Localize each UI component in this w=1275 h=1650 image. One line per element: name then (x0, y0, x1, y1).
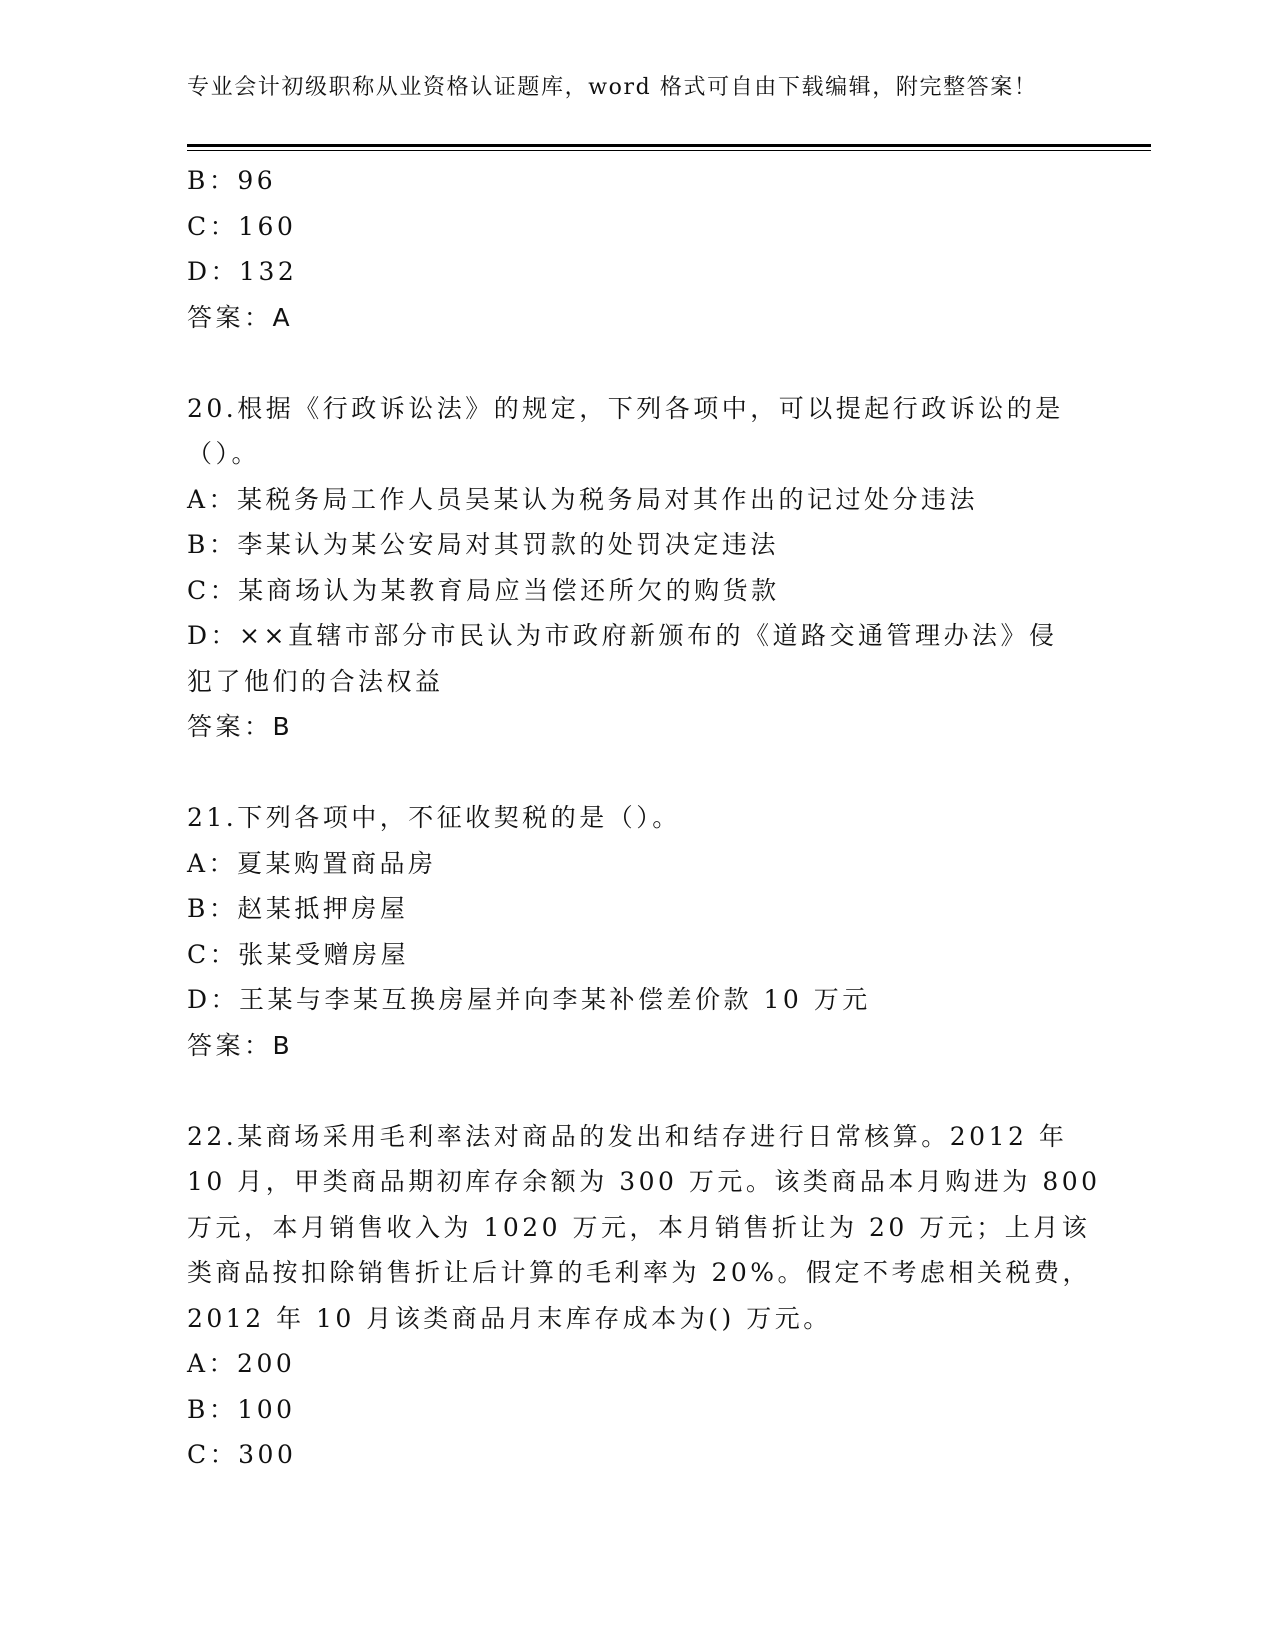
option-d: D：132 (187, 257, 298, 286)
question-stem-cont: （）。 (187, 439, 261, 468)
option-d: D：王某与李某互换房屋并向李某补偿差价款 10 万元 (187, 985, 871, 1014)
spacer (187, 750, 1067, 796)
question-stem-cont: 10 月，甲类商品期初库存余额为 300 万元。该类商品本月购进为 800 (187, 1167, 1101, 1196)
document-body (187, 158, 1101, 1478)
header-rule-thin (187, 150, 1151, 151)
question-21 (187, 795, 1067, 1068)
option-a: A：200 (187, 1349, 296, 1378)
answer: 答案：A (187, 302, 294, 332)
question-20 (187, 386, 1067, 750)
question-stem: 20.根据《行政诉讼法》的规定，下列各项中，可以提起行政诉讼的是 (187, 393, 1064, 423)
option-c: C：张某受赠房屋 (187, 939, 410, 969)
page-header: 专业会计初级职称从业资格认证题库，word 格式可自由下载编辑，附完整答案！ (187, 75, 1038, 100)
header-rule-thick (187, 144, 1151, 147)
option-c: C：某商场认为某教育局应当偿还所欠的购货款 (187, 575, 780, 605)
option-a: A：某税务局工作人员吴某认为税务局对其作出的记过处分违法 (187, 484, 979, 514)
answer: 答案：B (187, 712, 294, 741)
question-22 (187, 1114, 1101, 1478)
option-b: B：赵某抵押房屋 (187, 894, 409, 923)
question-19-tail (187, 158, 1067, 340)
option-c: C：160 (187, 211, 297, 241)
question-stem: 22.某商场采用毛利率法对商品的发出和结存进行日常核算。2012 年 (187, 1121, 1068, 1151)
option-d-cont: 犯了他们的合法权益 (187, 666, 444, 696)
option-a: A：夏某购置商品房 (187, 848, 437, 878)
option-b: B：李某认为某公安局对其罚款的处罚决定违法 (187, 530, 779, 559)
option-d: D：××直辖市部分市民认为市政府新颁布的《道路交通管理办法》侵 (187, 621, 1058, 650)
option-b: B：100 (187, 1394, 296, 1424)
question-stem-cont: 万元，本月销售收入为 1020 万元，本月销售折让为 20 万元；上月该 (187, 1212, 1091, 1242)
question-stem-cont: 2012 年 10 月该类商品月末库存成本为() 万元。 (187, 1303, 832, 1333)
option-b: B：96 (187, 166, 277, 195)
option-c: C：300 (187, 1440, 297, 1469)
question-stem-cont: 类商品按扣除销售折让后计算的毛利率为 20%。假定不考虑相关税费， (187, 1258, 1092, 1287)
question-stem: 21.下列各项中，不征收契税的是（）。 (187, 803, 681, 832)
spacer (187, 340, 1067, 386)
answer: 答案：B (187, 1030, 294, 1060)
spacer (187, 1068, 1067, 1114)
